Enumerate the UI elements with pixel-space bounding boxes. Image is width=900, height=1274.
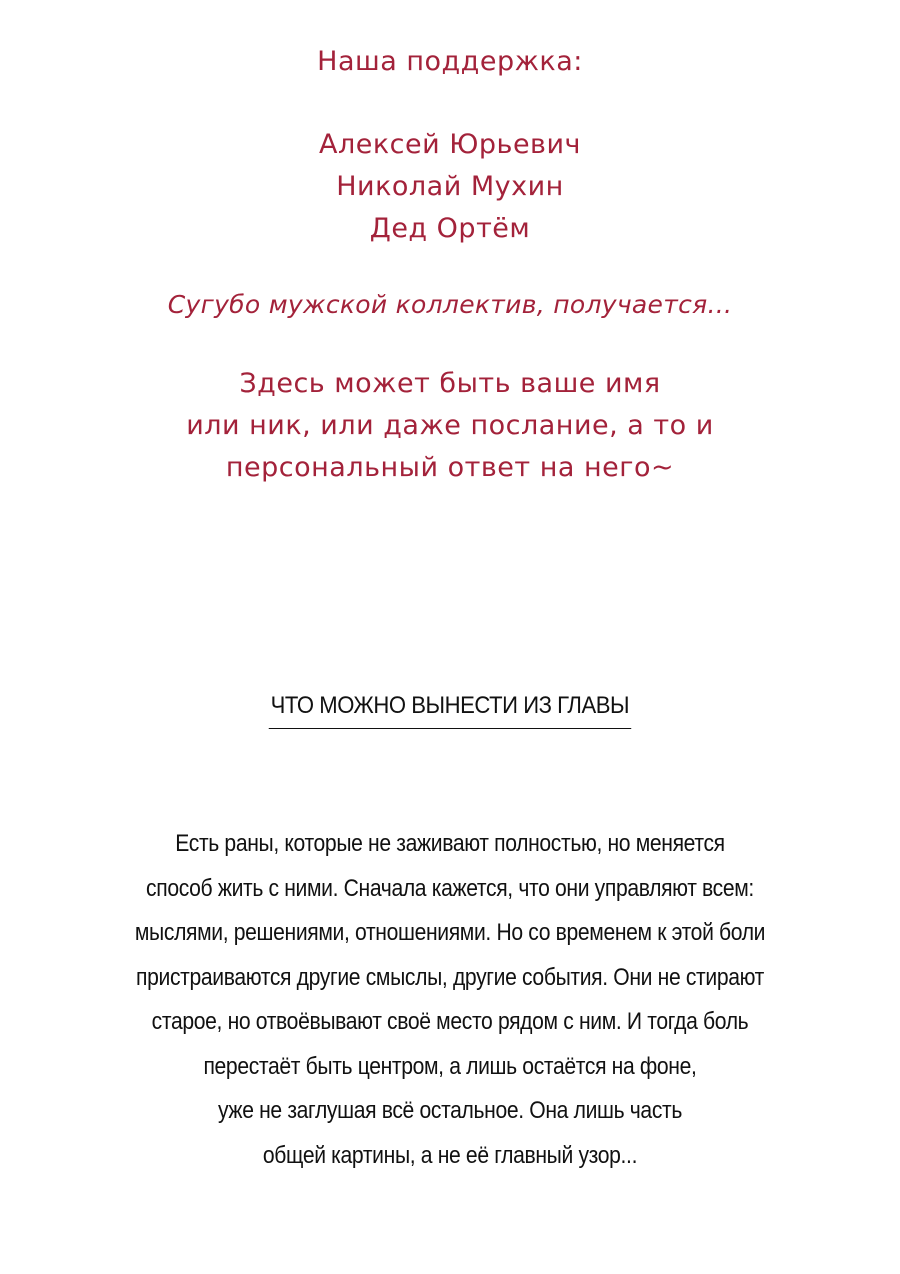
- invite-message: [0, 363, 900, 489]
- invite-line: или ник, или даже послание, а то и: [186, 410, 714, 441]
- collective-note: Сугубо мужской коллектив, получается...: [167, 290, 733, 319]
- takeaway-line: перестаёт быть центром, а лишь остаётся на фоне,: [203, 1052, 697, 1080]
- supporter-name: Алексей Юрьевич: [319, 129, 581, 160]
- supporter-name: Николай Мухин: [336, 171, 564, 202]
- takeaway-line: пристраиваются другие смыслы, другие события. Они не стирают: [136, 963, 764, 991]
- chapter-heading: ЧТО МОЖНО ВЫНЕСТИ ИЗ ГЛАВЫ: [269, 688, 631, 729]
- takeaway-line: мыслями, решениями, отношениями. Но со временем к этой боли: [134, 919, 766, 946]
- supporter-name: Дед Ортём: [369, 213, 531, 244]
- takeaway-line: способ жить с ними. Сначала кажется, что они управляют всем:: [146, 874, 754, 902]
- chapter-takeaway: [0, 822, 900, 1178]
- takeaway-line: общей картины, а не её главный узор...: [262, 1141, 638, 1169]
- support-title: Наша поддержка:: [317, 46, 583, 77]
- takeaway-line: уже не заглушая всё остальное. Она лишь часть: [217, 1097, 683, 1124]
- invite-line: Здесь может быть ваше имя: [239, 368, 661, 399]
- takeaway-line: старое, но отвоёвывают своё место рядом с ним. И тогда боль: [151, 1008, 749, 1035]
- supporters-list: [0, 124, 900, 250]
- takeaway-line: Есть раны, которые не заживают полностью, но меняется: [175, 830, 725, 857]
- invite-line: персональный ответ на него~: [225, 452, 675, 483]
- chapter-heading-wrap: [0, 688, 900, 729]
